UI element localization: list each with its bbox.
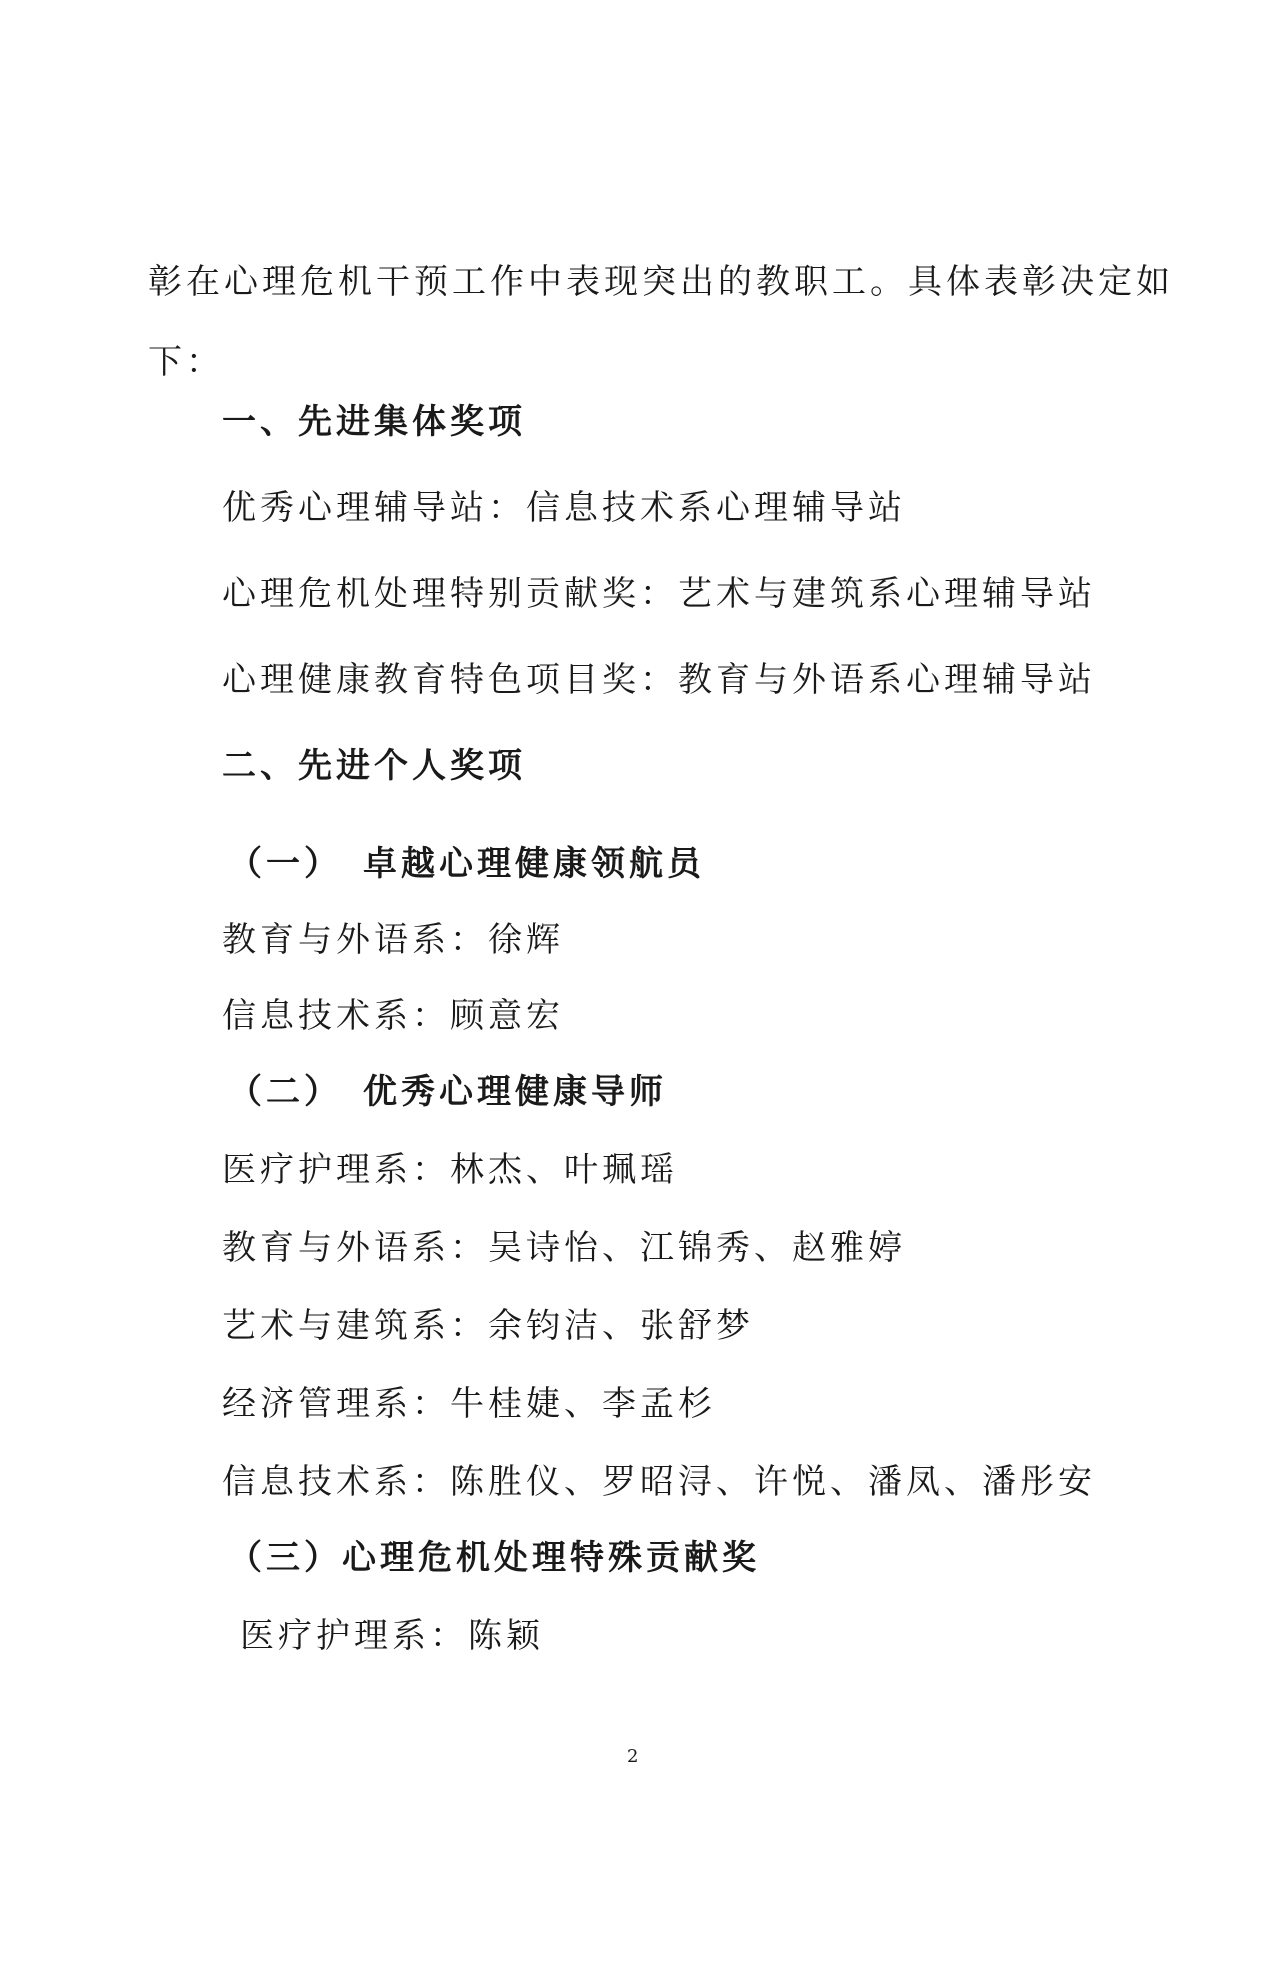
subsection-heading-1: （一） 卓越心理健康领航员 <box>228 844 705 884</box>
subsection-heading-2: （二） 优秀心理健康导师 <box>228 1072 667 1112</box>
section-heading-collective: 一、先进集体奖项 <box>222 402 526 442</box>
collective-award-item: 心理健康教育特色项目奖：教育与外语系心理辅导站 <box>222 660 1096 700</box>
intro-line-1: 彰在心理危机干预工作中表现突出的教职工。具体表彰决定如 <box>148 262 1174 302</box>
individual-award-item: 教育与外语系：吴诗怡、江锦秀、赵雅婷 <box>222 1228 906 1268</box>
page-number: 2 <box>627 1746 639 1767</box>
individual-award-item: 信息技术系：陈胜仪、罗昭浔、许悦、潘凤、潘彤安 <box>222 1462 1096 1502</box>
individual-award-item: 经济管理系：牛桂婕、李孟杉 <box>222 1384 716 1424</box>
individual-award-item: 教育与外语系：徐辉 <box>222 920 564 960</box>
individual-award-item: 医疗护理系：陈颖 <box>240 1616 544 1656</box>
individual-award-item: 信息技术系：顾意宏 <box>222 996 564 1036</box>
section-heading-individual: 二、先进个人奖项 <box>222 746 526 786</box>
intro-line-2: 下： <box>148 342 224 382</box>
individual-award-item: 艺术与建筑系：余钧洁、张舒梦 <box>222 1306 754 1346</box>
collective-award-item: 心理危机处理特别贡献奖：艺术与建筑系心理辅导站 <box>222 574 1096 614</box>
collective-award-item: 优秀心理辅导站：信息技术系心理辅导站 <box>222 488 906 528</box>
individual-award-item: 医疗护理系：林杰、叶珮瑶 <box>222 1150 678 1190</box>
subsection-heading-3: （三）心理危机处理特殊贡献奖 <box>228 1538 760 1578</box>
